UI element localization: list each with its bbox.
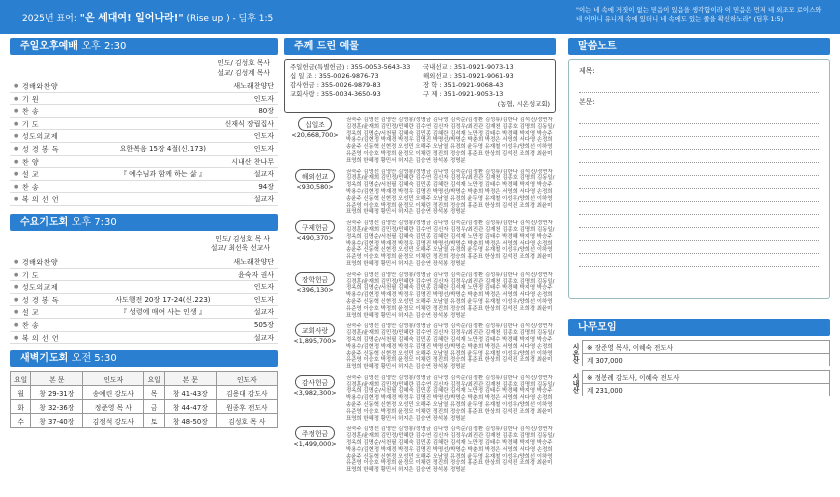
dawn-cell: 창 41-43장 [164,386,216,400]
offering-name: 교회사랑 [295,323,335,337]
dawn-cell: 원종후 전도사 [216,400,277,414]
offering-type [284,426,556,474]
dawn-cell: 목 [144,386,164,400]
order-detail [72,256,233,268]
account-box: 주일헌금(특별헌금) : 355-0053-5643-33 국내선교 : 351-0921-9073-13 십 일 조 : 355-0026-9876-73 해외선교 : 351-0921-9061-93 감사헌금 : 355-0026-9879-83 장 학 : 351-0921-9068-43 교회사랑 : 355-0034-3650-93 구 제 : 351-0921-9053-13 (농협, 시온성교회) [284,59,556,113]
order-row [10,306,278,319]
dawn-cell: 창 48-50장 [164,414,216,428]
trees-title: 나무모임 [568,319,830,336]
dawn-cell: 금 [144,400,164,414]
order-row [10,80,278,93]
order-item: ● 기 도 [14,269,72,281]
order-detail: 요한복음 15장 4절(신.173) [119,144,206,153]
offering-name: 주정헌금 [295,426,335,440]
account-line: 감사헌금 : 355-0026-9879-83 [290,81,381,89]
order-row [10,256,278,269]
dawn-header-cell: 본 문 [164,372,216,386]
offering-types [284,117,556,474]
wednesday-service-title: 수요기도회 오후 7:30 [10,214,278,231]
order-item: ● 기 원 [14,93,72,105]
order-item: ● 성도의교제 [14,281,72,293]
offering-label [284,272,346,320]
tree-group [568,370,830,396]
offering-amount: <3,982,300> [293,388,337,397]
order-item: ● 성 경 봉 독 [14,294,72,306]
order-row [10,143,278,156]
order-item: ● 경배와찬양 [14,256,72,268]
dawn-header-cell: 인도자 [216,372,277,386]
dawn-prayer-table [10,371,278,428]
order-row [10,294,278,307]
tree-side-label: 시내산 [571,372,579,394]
order-item: ● 성도의교제 [14,130,72,142]
order-person: 새노래찬양단 [233,257,274,266]
dawn-row [11,414,278,428]
offering-title: 주께 드린 예물 [284,38,556,55]
order-detail [72,118,224,130]
offering-names: 권숙주 김영선 김영만 김영봉/정명금 김나영 김죽순/김정환 김성류/김한나 김석진/정연자 김경훈/윤재희 김민정/민혜란 김수연 김신자 김정우/최진관 김재천 김종호 김명희 김동일/정옥희 김명순/서천필 김혜숙 김민종 김혜란 김석재 노만정 김태수 박경혜 박지영 박승주 박용수/김현정 박재경 박정우 김명진 박명선/박명순 박춘희 박정은 서영희 서다영 손정희 송윤주 신동혁 신현정 오성민 오해주 오남열 유경희 윤두영 유재철 이성우/양희선 이하영 유준영 이승호 박정희 윤정모 이채린 정진희 정승희 홍준표 한상희 김석진 조희경 최윤미 표영희 한혜정 황민서 허지은 김승연 장석봉 정명분 [346,168,555,216]
order-person: 설교자 [253,170,274,179]
tree-side-label: 시온산 [571,342,579,364]
wednesday-officers: 인도/ 김성호 목 사 설교/ 최선욱 선교사 [210,234,270,253]
offering-name: 십일조 [298,117,332,131]
order-item: ● 기 도 [14,118,72,130]
order-item: ● 복 의 선 언 [14,193,72,205]
dawn-cell: 월 [11,386,31,400]
dawn-cell: 창 44-47장 [164,400,216,414]
order-detail [72,130,254,142]
notes-title-label: 제목: [579,67,595,75]
notes-box [568,59,830,299]
order-person: 80장 [258,107,274,116]
tree-total: 계 231,000 [582,383,830,396]
tree-head: ※ 정봉례 강도사, 이혜숙 전도사 [582,370,830,383]
account-line: 국내선교 : 351-0921-9073-13 [423,63,514,71]
order-item: ● 복 의 선 언 [14,332,72,344]
offering-label [284,220,346,268]
offering-label [284,117,346,165]
order-person: 인도자 [253,94,274,103]
order-person: 윤숙자 권사 [237,270,274,279]
order-detail [72,319,254,331]
order-row [10,105,278,118]
notes-content-label: 본문: [579,98,595,106]
order-detail [72,281,254,293]
offering-amount: <20,668,700> [291,131,339,139]
offering-names: 권숙주 김영선 김영만 김영봉/정명금 김나영 김죽순/김정환 김성류/김한나 김석진/정연자 김경훈/윤재희 김민정/민혜란 김수연 김신자 김정우/최진관 김재천 김종호 김명희 김동일/정옥희 김명순/서천필 김혜숙 김민종 김혜란 김석재 노만정 김태수 박경혜 박지영 박승주 박용수/김현정 박재경 박정우 김명진 박명선/박명순 박춘희 박정은 서영희 서다영 손정희 송윤주 신동혁 신현정 오성민 오해주 오남열 유경희 윤두영 유재철 이성우/양희선 이하영 유준영 이승호 박정희 윤정모 이채린 정진희 정승희 홍준표 한상희 김석진 조희경 최윤미 표영희 한혜정 황민서 허지은 김승연 장석봉 정명분 [346,323,555,371]
order-item: ● 설 교 [14,306,72,318]
order-item: ● 찬 송 [14,319,72,331]
notes-title: 말씀노트 [568,38,830,55]
offering-name: 해외선교 [295,169,335,183]
order-detail [72,181,258,193]
tree-group [568,340,830,366]
offering-amount: <1,499,000> [293,440,337,449]
offering-label [284,169,346,217]
order-detail [72,193,254,205]
worship-column [10,38,278,428]
order-detail: 『 성령에 매여 사는 인생 』 [119,308,206,317]
order-detail [72,93,254,105]
header-bar [0,0,840,34]
order-detail [72,105,258,117]
order-detail: 『 예수님과 함께 하는 삶 』 [119,170,206,179]
offering-name: 장학헌금 [295,272,335,286]
account-line: 주일헌금(특별헌금) : 355-0053-5643-33 [290,63,411,71]
account-line: 십 일 조 : 355-0026-9876-73 [290,72,379,80]
dawn-header-row [11,372,278,386]
tree-blocks [568,340,830,396]
order-person: 94장 [258,182,274,191]
dawn-cell: 수 [11,414,31,428]
offering-names: 권숙주 김영선 김영만 김영봉/정명금 김나영 김죽순/김정환 김성류/김한나 김석진/정연자 김경훈/윤재희 김민정/민혜란 김수연 김신자 김정우/최진관 김재천 김종호 김명희 김동일/정옥희 김명순/서천필 김혜숙 김민종 김혜란 김석재 노만정 김태수 박경혜 박지영 박승주 박용수/김현정 박재경 박정우 김명진 박명선/박명순 박춘희 박정은 서영희 서다영 손정희 송윤주 신동혁 신현정 오성민 오해주 오남열 유경희 윤두영 유재철 이성우/양희선 이하영 유준영 이승호 박정희 윤정모 이채린 정진희 정승희 홍준표 한상희 김석진 조희경 최윤미 표영희 한혜정 황민서 허지은 김승연 장석봉 정명분 [346,374,555,422]
sunday-officers: 인도/ 김성호 목사 설교/ 김성계 목사 [217,59,270,77]
sunday-service-title: 주일오후예배 오후 2:30 [10,38,278,55]
order-row [10,332,278,345]
year-theme: 2025년 표어: "온 세대여! 일어나라!" (Rise up ) - 딤후 1:5 [22,13,274,24]
order-person: 설교자 [253,333,274,342]
dawn-header-cell: 본 문 [31,372,83,386]
offering-names: 권숙주 김영선 김영만 김영봉/정명금 김나영 김죽순/김정환 김성류/김한나 김석진/정연자 김경훈/윤재희 김민정/민혜란 김수연 김신자 김정우/최진관 김재천 김종호 김명희 김동일/정옥희 김명순/서천필 김혜숙 김민종 김혜란 김석재 노만정 김태수 박경혜 박지영 박승주 박용수/김현정 박재경 박정우 김명진 박명선/박명순 박춘희 박정은 서영희 서다영 손정희 송윤주 신동혁 신현정 오성민 오해주 오남열 유경희 윤두영 유재철 이성우/양희선 이하영 유준영 이승호 박정희 윤정모 이채린 정진희 정승희 홍준표 한상희 김석진 조희경 최윤미 표영희 한혜정 황민서 허지은 김승연 장석봉 정명분 [346,220,555,267]
dawn-row [11,400,278,414]
offering-amount: <1,895,700> [293,337,337,346]
order-person: 신재식 장립집사 [224,119,274,128]
order-person: 505장 [253,320,274,329]
dawn-cell: 창 32-36장 [31,400,83,414]
offering-label [284,375,346,423]
account-line: 교회사랑 : 355-0034-3650-93 [290,90,381,98]
sunday-order [10,80,278,206]
theme-verse: "이는 네 속에 거짓이 없는 믿음이 있음을 생각함이라 이 믿음은 먼저 네 외조모 로이스와 네 어머니 유니게 속에 있더니 네 속에도 있는 줄을 확신하노라" (딤후 1:5) [576,6,822,23]
wednesday-order [10,256,278,344]
offering-amount: <930,580> [296,182,334,191]
offering-amount: <396,130> [296,285,334,294]
offering-label [284,323,346,371]
order-person: 설교자 [253,308,274,317]
offering-column [284,38,556,474]
tree-body [582,340,830,366]
dawn-cell: 창 29-31장 [31,386,83,400]
order-row [10,193,278,206]
dawn-row [11,386,278,400]
order-item: ● 찬 송 [14,105,72,117]
dawn-cell: 김성호 목 사 [216,414,277,428]
order-person: 설교자 [253,195,274,204]
order-row [10,319,278,332]
order-detail [72,269,238,281]
order-person: 인도자 [253,283,274,292]
offering-type [284,323,556,371]
offering-type [284,375,556,423]
offering-amount: <490,370> [296,234,334,243]
order-row [10,281,278,294]
side-column [568,38,830,396]
order-person: 새노래찬양단 [233,82,274,90]
order-row [10,181,278,194]
account-line: 해외선교 : 351-0921-9061-93 [423,72,514,80]
order-item: ● 찬 송 [14,181,72,193]
order-detail [72,80,233,92]
order-row [10,93,278,106]
offering-type [284,169,556,217]
dawn-header-cell: 요일 [11,372,31,386]
order-detail: 사도행전 20장 17-24(신.223) [115,295,211,304]
offering-names: 권숙주 김영선 김영만 김영봉/정명금 김나영 김죽순/김정환 김성류/김한나 김석진/정연자 김경훈/윤재희 김민정/민혜란 김수연 김신자 김정우/최진관 김재천 김종호 김명희 김동일/정옥희 김명순/서천필 김혜숙 김민종 김혜란 김석재 노만정 김태수 박경혜 박지영 박승주 박용수/김현정 박재경 박정우 김명진 박명선/박명순 박춘희 박정은 서영희 서다영 손정희 송윤주 신동혁 신현정 오성민 오해주 오남열 유경희 윤두영 유재철 이성우/양희선 이하영 유준영 이승호 박정희 윤정모 이채린 정진희 정승희 홍준표 한상희 김석진 조희경 최윤미 표영희 한혜정 황민서 허지은 김승연 장석봉 정명분 [346,271,555,319]
dawn-cell: 화 [11,400,31,414]
order-detail [72,332,254,344]
offering-type [284,272,556,320]
order-row [10,269,278,282]
order-person: 인도자 [253,295,274,304]
order-item: ● 성 경 봉 독 [14,143,72,155]
order-item: ● 설 교 [14,168,72,180]
dawn-cell: 정준영 목 사 [83,400,144,414]
account-line: 장 학 : 351-0921-9068-43 [423,81,504,89]
dawn-cell: 창 37-40장 [31,414,83,428]
order-person: 인도자 [253,144,274,153]
order-row [10,168,278,181]
order-item: ● 경배와찬양 [14,80,72,92]
offering-type [284,220,556,268]
dawn-cell: 김용대 강도사 [216,386,277,400]
order-row [10,156,278,169]
order-item: ● 찬 양 [14,156,72,168]
tree-total: 계 307,000 [582,353,830,366]
tree-body [582,370,830,396]
dawn-header-cell: 요일 [144,372,164,386]
offering-name: 감사헌금 [295,375,335,389]
order-person: 시내산 찬나무 [231,157,274,166]
dawn-cell: 송예린 강도사 [83,386,144,400]
offering-names: 권숙주 김영선 김영만 김영봉/정명금 김나영 김죽순/김정환 김성류/김한나 김석진/정연자 김경훈/윤재희 김민정/민혜란 김수연 김신자 김정우/최진관 김재천 김종호 김명희 김동일/정옥희 김명순/서천필 김혜숙 김민종 김혜란 김석재 노만정 김태수 박경혜 박지영 박승주 박용수/김현정 박재경 박정우 김명진 박명선/박명순 박춘희 박정은 서영희 서다영 손정희 송윤주 신동혁 신현정 오성민 오해주 오남열 유경희 윤두영 유재철 이성우/양희선 이하영 유준영 이승호 박정희 윤정모 이채린 정진희 정승희 홍준표 한상희 김석진 조희경 최윤미 표영희 한혜정 황민서 허지은 김승연 장석봉 정명분 [346,117,555,164]
offering-names: 권숙주 김영선 김영만 김영봉/정명금 김나영 김죽순/김정환 김성류/김한나 김석진/정연자 김경훈/윤재희 김민정/민혜란 김수연 김신자 김정우/최진관 김재천 김종호 김명희 김동일/정옥희 김명순/서천필 김혜숙 김민종 김혜란 김석재 노만정 김태수 박경혜 박지영 박승주 박용수/김현정 박재경 박정우 김명진 박명선/박명순 박춘희 박정은 서영희 서다영 손정희 송윤주 신동혁 신현정 오성민 오해주 오남열 유경희 윤두영 유재철 이성우/양희선 이하영 유준영 이승호 박정희 윤정모 이채린 정진희 정승희 홍준표 한상희 김석진 조희경 최윤미 표영희 한혜정 황민서 허지은 김승연 장석봉 정명분 [346,426,555,474]
dawn-cell: 김정석 강도사 [83,414,144,428]
dawn-cell: 토 [144,414,164,428]
offering-name: 구제헌금 [295,220,335,234]
offering-label [284,426,346,474]
account-line: 구 제 : 351-0921-9053-13 [423,90,504,98]
order-person: 인도자 [253,132,274,141]
order-row [10,130,278,143]
dawn-prayer-title: 새벽기도회 오전 5:30 [10,350,278,367]
order-row [10,118,278,131]
dawn-header-cell: 인도자 [83,372,144,386]
offering-type [284,117,556,165]
tree-head: ※ 장준영 목사, 이혜숙 전도사 [582,340,830,353]
order-detail [72,156,231,168]
